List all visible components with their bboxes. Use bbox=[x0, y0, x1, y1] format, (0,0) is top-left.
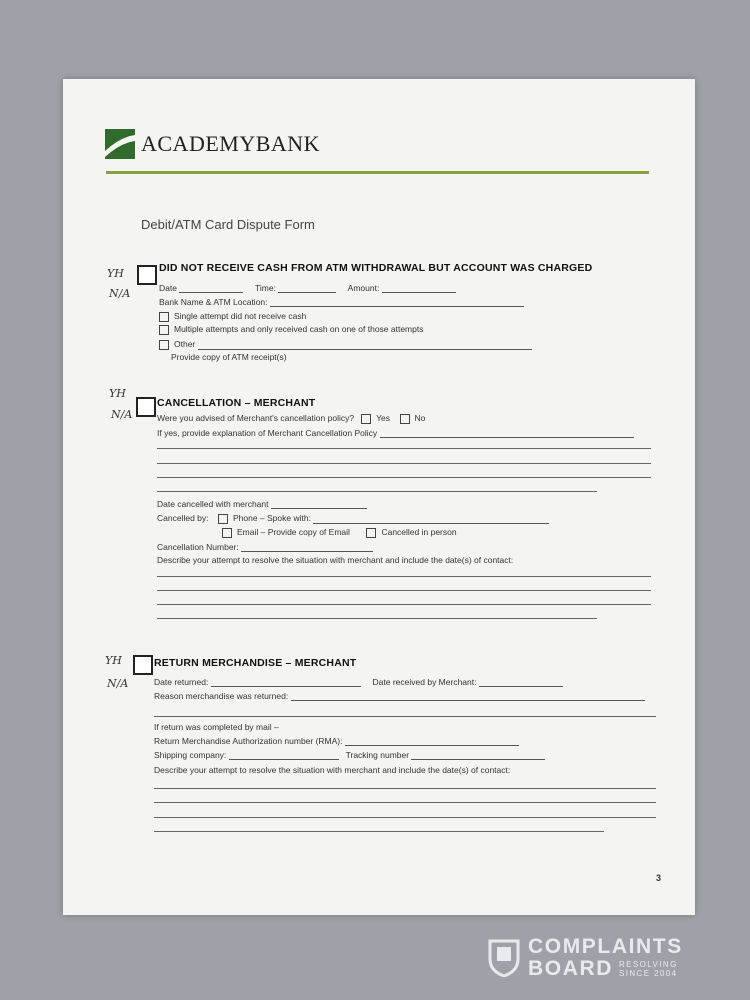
date-cancelled-field[interactable] bbox=[271, 500, 367, 509]
location-field[interactable] bbox=[270, 298, 524, 307]
phone-label: Phone – Spoke with: bbox=[232, 513, 311, 523]
watermark-tag2: SINCE 2004 bbox=[619, 969, 678, 978]
describe-line[interactable] bbox=[154, 802, 656, 803]
shipping-field[interactable] bbox=[229, 751, 339, 760]
return-section-heading: RETURN MERCHANDISE – MERCHANT bbox=[154, 657, 357, 669]
page-number: 3 bbox=[655, 873, 661, 883]
in-person-checkbox[interactable] bbox=[366, 528, 376, 538]
handwritten-na: N/A bbox=[111, 408, 133, 421]
rma-label: Return Merchandise Authorization number (RMA): bbox=[154, 736, 343, 746]
return-describe-label: Describe your attempt to resolve the situation with merchant and include the date(s) of contact: bbox=[154, 765, 511, 775]
in-person-label: Cancelled in person bbox=[381, 527, 457, 537]
cancellation-section-checkbox[interactable] bbox=[136, 397, 156, 417]
header-rule bbox=[106, 171, 649, 174]
watermark-line2: BOARD bbox=[528, 957, 613, 980]
describe-line[interactable] bbox=[154, 831, 604, 832]
phone-contact-field[interactable] bbox=[313, 515, 549, 524]
shipping-label: Shipping company: bbox=[154, 750, 227, 760]
handwritten-na: N/A bbox=[109, 287, 131, 300]
multiple-attempts-checkbox[interactable] bbox=[159, 325, 169, 335]
tracking-field[interactable] bbox=[411, 751, 545, 760]
complaints-board-watermark bbox=[488, 936, 683, 980]
describe-line[interactable] bbox=[157, 576, 651, 577]
atm-section-checkbox[interactable] bbox=[137, 265, 157, 285]
return-reason-field[interactable] bbox=[291, 692, 645, 701]
cancelled-by-label: Cancelled by: bbox=[157, 513, 209, 523]
handwritten-initials: YH bbox=[105, 654, 122, 667]
handwritten-initials: YH bbox=[109, 387, 126, 400]
policy-line[interactable] bbox=[157, 491, 597, 492]
atm-section-heading: DID NOT RECEIVE CASH FROM ATM WITHDRAWAL BUT ACCOUNT WAS CHARGED bbox=[159, 262, 593, 274]
date-label: Date bbox=[159, 283, 177, 293]
other-checkbox[interactable] bbox=[159, 340, 169, 350]
return-reason-label: Reason merchandise was returned: bbox=[154, 691, 289, 701]
email-label: Email – Provide copy of Email bbox=[237, 527, 350, 537]
date-field[interactable] bbox=[179, 284, 243, 293]
reason-line[interactable] bbox=[154, 716, 656, 717]
date-cancelled-label: Date cancelled with merchant bbox=[157, 499, 269, 509]
describe-line[interactable] bbox=[157, 604, 651, 605]
advised-no-label: No bbox=[414, 413, 426, 423]
advised-yes-label: Yes bbox=[376, 413, 391, 423]
cancellation-number-field[interactable] bbox=[241, 543, 373, 552]
location-label: Bank Name & ATM Location: bbox=[159, 297, 268, 307]
date-returned-field[interactable] bbox=[211, 678, 361, 687]
amount-field[interactable] bbox=[382, 284, 456, 293]
shield-icon bbox=[488, 939, 520, 977]
handwritten-na: N/A bbox=[107, 677, 129, 690]
time-label: Time: bbox=[255, 283, 276, 293]
watermark-line1: COMPLAINTS bbox=[528, 935, 683, 958]
policy-line[interactable] bbox=[157, 463, 651, 464]
policy-explanation-label: If yes, provide explanation of Merchant Cancellation Policy bbox=[157, 428, 378, 438]
handwritten-initials: YH bbox=[107, 267, 124, 280]
policy-line[interactable] bbox=[157, 448, 651, 449]
tracking-label: Tracking number bbox=[345, 750, 410, 760]
academy-bank-logo-icon bbox=[105, 129, 135, 159]
date-received-field[interactable] bbox=[479, 678, 563, 687]
by-mail-label: If return was completed by mail – bbox=[154, 722, 279, 732]
return-section-checkbox[interactable] bbox=[133, 655, 153, 675]
cancellation-section-heading: CANCELLATION – MERCHANT bbox=[157, 397, 316, 409]
describe-line[interactable] bbox=[154, 788, 656, 789]
form-page bbox=[63, 79, 695, 915]
describe-line[interactable] bbox=[154, 817, 656, 818]
atm-receipt-note: Provide copy of ATM receipt(s) bbox=[171, 352, 287, 362]
describe-line[interactable] bbox=[157, 590, 651, 591]
rma-field[interactable] bbox=[345, 737, 519, 746]
describe-line[interactable] bbox=[157, 618, 597, 619]
form-title: Debit/ATM Card Dispute Form bbox=[141, 217, 315, 232]
phone-checkbox[interactable] bbox=[218, 514, 228, 524]
other-field[interactable] bbox=[198, 341, 532, 350]
amount-label: Amount: bbox=[347, 283, 380, 293]
brand-name: ACADEMYBANK bbox=[141, 131, 321, 156]
policy-explanation-field[interactable] bbox=[380, 429, 634, 438]
time-field[interactable] bbox=[278, 284, 336, 293]
date-returned-label: Date returned: bbox=[154, 677, 209, 687]
cancel-describe-label: Describe your attempt to resolve the situation with merchant and include the date(s) of contact: bbox=[157, 555, 514, 565]
cancellation-number-label: Cancellation Number: bbox=[157, 542, 239, 552]
email-checkbox[interactable] bbox=[222, 528, 232, 538]
single-attempt-checkbox[interactable] bbox=[159, 312, 169, 322]
date-received-label: Date received by Merchant: bbox=[372, 677, 477, 687]
advised-no-checkbox[interactable] bbox=[400, 414, 410, 424]
multiple-attempts-label: Multiple attempts and only received cash on one of those attempts bbox=[174, 324, 424, 334]
advised-yes-checkbox[interactable] bbox=[361, 414, 371, 424]
policy-line[interactable] bbox=[157, 477, 651, 478]
academy-bank-logo bbox=[105, 129, 320, 159]
advised-question: Were you advised of Merchant's cancellation policy? bbox=[157, 413, 355, 423]
other-label: Other bbox=[174, 339, 196, 349]
single-attempt-label: Single attempt did not receive cash bbox=[174, 311, 307, 321]
watermark-tag1: RESOLVING bbox=[619, 960, 678, 969]
